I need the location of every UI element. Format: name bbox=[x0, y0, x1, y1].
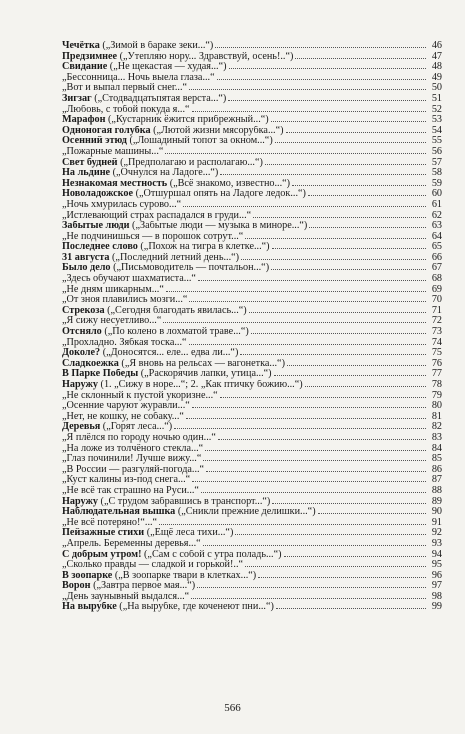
toc-entry-first-line: („Утепляю нору... Здравствуй, осень!..“) bbox=[117, 51, 294, 62]
toc-leader-dots bbox=[163, 315, 426, 323]
toc-entry-page: 64 bbox=[431, 230, 442, 242]
toc-leader-dots bbox=[240, 347, 426, 355]
toc-entry-page: 66 bbox=[431, 251, 442, 263]
toc-entry-page: 51 bbox=[431, 92, 442, 104]
toc-entry-title bbox=[62, 232, 243, 243]
toc-entry-first-line: „Истлевающий страх распадался в груди...“ bbox=[62, 210, 252, 221]
toc-leader-dots bbox=[305, 379, 426, 387]
toc-entry-page: 56 bbox=[431, 145, 442, 157]
toc-entry-bold-title: Марафон bbox=[62, 115, 106, 126]
toc-entry-first-line: „Нет, не кошку, не собаку...“ bbox=[62, 411, 184, 422]
toc-entry-first-line: „Здесь обучают шахматиста...“ bbox=[62, 274, 196, 285]
toc-entry-first-line: („Предполагаю и располагаю...“) bbox=[117, 157, 263, 168]
toc-entry-bold-title: На вырубке bbox=[62, 602, 117, 613]
toc-entry bbox=[62, 496, 442, 507]
toc-entry-page: 79 bbox=[431, 389, 442, 401]
toc-entry-title bbox=[62, 200, 181, 211]
toc-entry-first-line: („Горят леса...“) bbox=[100, 422, 173, 433]
toc-entry-first-line: („Очнулся на Ладоге...“) bbox=[110, 168, 219, 179]
toc-leader-dots bbox=[309, 220, 426, 228]
toc-leader-dots bbox=[192, 400, 426, 408]
toc-entry-page: 50 bbox=[431, 82, 442, 94]
toc-entry bbox=[62, 188, 442, 199]
toc-entry-title bbox=[62, 475, 190, 486]
toc-entry-bold-title: Осенний этюд bbox=[62, 136, 127, 147]
toc-entry-page: 80 bbox=[431, 400, 442, 412]
toc-entry bbox=[62, 125, 442, 136]
toc-leader-dots bbox=[205, 443, 426, 451]
toc-entry bbox=[62, 538, 442, 549]
toc-leader-dots bbox=[249, 305, 426, 313]
toc-entry-title bbox=[62, 338, 187, 349]
toc-leader-dots bbox=[197, 580, 426, 588]
toc-entry bbox=[62, 104, 442, 115]
toc-entry-page: 67 bbox=[431, 262, 442, 274]
toc-entry bbox=[62, 51, 442, 62]
toc-leader-dots bbox=[218, 432, 426, 440]
toc-entry-first-line: („Завтра первое мая...“) bbox=[90, 581, 196, 592]
toc-entry-first-line: („Лошадиный топот за окном...“) bbox=[126, 136, 273, 147]
toc-leader-dots bbox=[275, 135, 426, 143]
toc-leader-dots bbox=[287, 358, 426, 366]
toc-leader-dots bbox=[258, 570, 426, 578]
toc-entry-page: 69 bbox=[431, 283, 442, 295]
toc-entry-first-line: („Я вновь на рельсах — вагонетка...“) bbox=[118, 358, 285, 369]
toc-leader-dots bbox=[274, 368, 426, 376]
toc-entry bbox=[62, 305, 442, 316]
toc-leader-dots bbox=[276, 601, 426, 609]
toc-leader-dots bbox=[189, 82, 426, 90]
toc-entry-page: 91 bbox=[431, 516, 442, 528]
toc-entry-page: 74 bbox=[431, 336, 442, 348]
toc-leader-dots bbox=[272, 241, 426, 249]
toc-entry bbox=[62, 421, 442, 432]
toc-entry-first-line: („Всё знакомо, известно...“) bbox=[167, 178, 291, 189]
toc-entry-first-line: („Стодвадцатьпятая верста...“) bbox=[91, 93, 227, 104]
toc-entry bbox=[62, 146, 442, 157]
toc-entry-page: 92 bbox=[431, 527, 442, 539]
toc-entry-page: 53 bbox=[431, 114, 442, 126]
toc-entry-title bbox=[62, 211, 251, 222]
toc-entry-first-line: („Сникли прежние делишки...“) bbox=[175, 507, 316, 518]
toc-entry-page: 94 bbox=[431, 548, 442, 560]
toc-entry-first-line: („С трудом забравшись в транспорт...“) bbox=[98, 496, 271, 507]
toc-leader-dots bbox=[206, 464, 426, 472]
toc-entry-first-line: („Письмоводитель — почтальон...“) bbox=[110, 263, 270, 274]
toc-leader-dots bbox=[235, 527, 426, 535]
toc-entry-first-line: („Последний летний день...“) bbox=[109, 252, 240, 263]
toc-entry bbox=[62, 294, 442, 305]
toc-entry-bold-title: Доколе? bbox=[62, 348, 101, 359]
toc-entry bbox=[62, 580, 442, 591]
toc-entry bbox=[62, 411, 442, 422]
toc-entry-first-line: („Похож на тигра в клетке...“) bbox=[137, 242, 270, 253]
toc-entry-bold-title: Зигзаг bbox=[62, 93, 92, 104]
toc-entry-page: 75 bbox=[431, 347, 442, 359]
toc-entry-page: 46 bbox=[431, 40, 442, 51]
toc-entry bbox=[62, 326, 442, 337]
toc-leader-dots bbox=[201, 485, 426, 493]
toc-entry-bold-title: Наблюдательная вышка bbox=[62, 507, 176, 518]
toc-entry-page: 82 bbox=[431, 421, 442, 433]
toc-leader-dots bbox=[228, 93, 426, 101]
toc-entry-first-line: („Раскорячив лапки, утица...“) bbox=[138, 369, 272, 380]
toc-entry-title bbox=[62, 147, 163, 158]
toc-entry-bold-title: Чечётка bbox=[62, 41, 100, 51]
toc-entry bbox=[62, 167, 442, 178]
toc-entry-page: 95 bbox=[431, 559, 442, 571]
toc-entry-first-line: (1. „Сижу в норе...“; 2. „Как птичку божию...“) bbox=[98, 380, 303, 390]
toc-entry bbox=[62, 347, 442, 358]
toc-entry-bold-title: Предзимнее bbox=[62, 51, 118, 62]
toc-entry-first-line: „Любовь, с тобой покуда я...“ bbox=[62, 104, 190, 115]
toc-entry-page: 98 bbox=[431, 590, 442, 602]
toc-entry-page: 93 bbox=[431, 537, 442, 549]
toc-entry bbox=[62, 114, 442, 125]
toc-leader-dots bbox=[284, 549, 426, 557]
toc-entry-page: 54 bbox=[431, 124, 442, 136]
table-of-contents bbox=[62, 40, 442, 612]
toc-entry-bold-title: Свидание bbox=[62, 62, 108, 73]
toc-leader-dots bbox=[308, 188, 426, 196]
toc-entry bbox=[62, 559, 442, 570]
toc-entry-page: 96 bbox=[431, 569, 442, 581]
toc-entry-bold-title: С добрым утром! bbox=[62, 549, 142, 560]
toc-entry-bold-title: В Парке Победы bbox=[62, 369, 139, 380]
toc-entry-title bbox=[62, 422, 172, 433]
toc-entry-first-line: „Прохладно. Зябкая тоска...“ bbox=[62, 337, 187, 348]
toc-entry-page: 60 bbox=[431, 188, 442, 200]
toc-leader-dots bbox=[189, 337, 426, 345]
toc-leader-dots bbox=[272, 496, 426, 504]
toc-entry-bold-title: Было дело bbox=[62, 263, 111, 274]
toc-entry bbox=[62, 464, 442, 475]
toc-entry-first-line: „День заунывный выдался...“ bbox=[62, 591, 190, 602]
toc-entry-page: 99 bbox=[431, 601, 442, 613]
toc-leader-dots bbox=[271, 114, 426, 122]
toc-entry bbox=[62, 252, 442, 263]
toc-entry-title bbox=[62, 581, 195, 592]
toc-entry-bold-title: Пейзажные стихи bbox=[62, 528, 145, 539]
toc-entry-title bbox=[62, 105, 190, 116]
toc-entry-page: 48 bbox=[431, 61, 442, 73]
toc-entry-page: 61 bbox=[431, 198, 442, 210]
toc-entry-first-line: „Куст калины из-под снега...“ bbox=[62, 475, 191, 486]
toc-leader-dots bbox=[203, 453, 426, 461]
toc-entry-page: 77 bbox=[431, 368, 442, 380]
toc-entry bbox=[62, 549, 442, 560]
toc-entry-title bbox=[62, 497, 270, 508]
toc-entry-first-line: „Вот и выпал первый снег...“ bbox=[62, 83, 188, 94]
toc-entry-first-line: („По колено в лохматой траве...“) bbox=[101, 327, 249, 338]
toc-entry-first-line: („На вырубке, где коченеют пни...“) bbox=[116, 602, 274, 613]
toc-leader-dots bbox=[292, 178, 426, 186]
toc-leader-dots bbox=[186, 411, 426, 419]
toc-entry bbox=[62, 273, 442, 284]
toc-entry-page: 76 bbox=[431, 357, 442, 369]
toc-entry-first-line: („Сегодня благодать явилась...“) bbox=[104, 305, 247, 316]
toc-entry-page: 78 bbox=[431, 379, 442, 390]
toc-entry-first-line: „Не дням шикарным...“ bbox=[62, 284, 164, 295]
toc-entry-first-line: „Апрель. Беременны деревья...“ bbox=[62, 538, 201, 549]
toc-leader-dots bbox=[191, 591, 426, 599]
toc-entry bbox=[62, 199, 442, 210]
toc-entry bbox=[62, 443, 442, 454]
toc-entry-first-line: „Бессонница... Ночь выела глаза...“ bbox=[62, 72, 215, 83]
toc-entry-first-line: „Осенние чаруют журавли...“ bbox=[62, 401, 190, 412]
toc-entry-bold-title: Наружу bbox=[62, 380, 98, 390]
toc-entry bbox=[62, 72, 442, 83]
toc-leader-dots bbox=[318, 506, 426, 514]
toc-leader-dots bbox=[220, 390, 426, 398]
toc-entry-page: 65 bbox=[431, 241, 442, 253]
toc-entry bbox=[62, 93, 442, 104]
toc-entry-bold-title: Деревья bbox=[62, 422, 101, 433]
toc-entry bbox=[62, 178, 442, 189]
toc-entry bbox=[62, 82, 442, 93]
toc-leader-dots bbox=[165, 146, 426, 154]
toc-leader-dots bbox=[265, 157, 426, 165]
toc-entry-page: 49 bbox=[431, 71, 442, 83]
toc-entry-title bbox=[62, 401, 190, 412]
toc-entry-first-line: „Я плёлся по городу ночью один...“ bbox=[62, 432, 216, 443]
toc-entry-title bbox=[62, 316, 161, 327]
toc-entry bbox=[62, 390, 442, 401]
toc-entry-title bbox=[62, 602, 274, 613]
toc-entry bbox=[62, 157, 442, 168]
toc-entry-bold-title: Одноногая голубка bbox=[62, 125, 151, 136]
toc-entry-first-line: „Ночь хмурилась сурово...“ bbox=[62, 199, 182, 210]
toc-entry bbox=[62, 135, 442, 146]
page-number: 566 bbox=[224, 702, 241, 714]
toc-entry bbox=[62, 506, 442, 517]
toc-entry-first-line: („Забытые люди — музыка в миноре...“) bbox=[129, 221, 308, 232]
toc-entry-first-line: „Я сижу несуетливо...“ bbox=[62, 316, 162, 327]
toc-entry-first-line: „Не всё потеряно!“...“ bbox=[62, 517, 158, 528]
toc-entry bbox=[62, 262, 442, 273]
toc-entry bbox=[62, 432, 442, 443]
toc-entry-first-line: „На ложе из толчёного стекла...“ bbox=[62, 443, 204, 454]
toc-entry bbox=[62, 527, 442, 538]
toc-entry bbox=[62, 61, 442, 72]
toc-entry-first-line: („Не щекастая — худая...“) bbox=[107, 62, 227, 73]
toc-entry-page: 81 bbox=[431, 410, 442, 422]
toc-entry-page: 63 bbox=[431, 220, 442, 232]
toc-entry-page: 72 bbox=[431, 315, 442, 327]
toc-entry-first-line: „Не всё так страшно на Руси...“ bbox=[62, 485, 199, 496]
toc-entry-bold-title: Свет будней bbox=[62, 157, 118, 168]
toc-entry-page: 73 bbox=[431, 326, 442, 338]
toc-entry-page: 70 bbox=[431, 294, 442, 306]
toc-entry-title bbox=[62, 285, 164, 296]
toc-leader-dots bbox=[174, 421, 426, 429]
toc-entry bbox=[62, 601, 442, 612]
toc-entry-bold-title: На льдине bbox=[62, 168, 111, 179]
toc-entry bbox=[62, 284, 442, 295]
toc-entry-bold-title: 31 августа bbox=[62, 252, 110, 263]
toc-entry-first-line: („Кустарник ёжится прибрежный...“) bbox=[105, 115, 269, 126]
toc-entry-page: 84 bbox=[431, 442, 442, 454]
toc-entry bbox=[62, 453, 442, 464]
toc-entry-bold-title: Стрекоза bbox=[62, 305, 105, 316]
toc-entry-bold-title: Забытые люди bbox=[62, 221, 130, 232]
toc-entry-first-line: „Глаз починили! Лучше вижу...“ bbox=[62, 454, 202, 465]
toc-entry-page: 85 bbox=[431, 453, 442, 465]
toc-entry bbox=[62, 474, 442, 485]
toc-entry-page: 52 bbox=[431, 103, 442, 115]
toc-entry-page: 90 bbox=[431, 506, 442, 518]
toc-entry bbox=[62, 231, 442, 242]
toc-entry-page: 89 bbox=[431, 495, 442, 507]
toc-entry-title bbox=[62, 253, 239, 264]
toc-entry-page: 83 bbox=[431, 431, 442, 443]
toc-leader-dots bbox=[295, 51, 426, 59]
toc-entry-page: 59 bbox=[431, 177, 442, 189]
toc-leader-dots bbox=[215, 40, 426, 48]
toc-entry-first-line: („Отшуршал опять на Ладоге ледок...“) bbox=[133, 189, 306, 200]
toc-entry-title bbox=[62, 115, 269, 126]
toc-leader-dots bbox=[241, 252, 426, 260]
toc-entry-first-line: („Зимой в бараке зеки...“) bbox=[99, 41, 214, 51]
toc-entry-title bbox=[62, 369, 272, 380]
toc-leader-dots bbox=[251, 326, 426, 334]
toc-entry-title bbox=[62, 348, 238, 359]
toc-entry-title bbox=[62, 179, 290, 190]
toc-entry-title bbox=[62, 295, 187, 306]
toc-entry-page: 58 bbox=[431, 167, 442, 179]
toc-entry-bold-title: Ворон bbox=[62, 581, 91, 592]
toc-entry-title bbox=[62, 454, 201, 465]
toc-entry bbox=[62, 400, 442, 411]
toc-entry-page: 68 bbox=[431, 273, 442, 285]
toc-entry-title bbox=[62, 412, 184, 423]
toc-entry-page: 62 bbox=[431, 209, 442, 221]
toc-entry-first-line: „В России — разгуляй-погода...“ bbox=[62, 464, 205, 475]
toc-entry bbox=[62, 210, 442, 221]
toc-entry-bold-title: Новоладожское bbox=[62, 189, 134, 200]
toc-leader-dots bbox=[229, 61, 426, 69]
toc-entry-page: 71 bbox=[431, 304, 442, 316]
toc-entry bbox=[62, 40, 442, 51]
toc-leader-dots bbox=[203, 538, 426, 546]
toc-leader-dots bbox=[286, 125, 426, 133]
toc-entry-first-line: „Сколько правды — сладкой и горькой!..“ bbox=[62, 560, 244, 571]
toc-entry-title bbox=[62, 83, 187, 94]
toc-entry-title bbox=[62, 433, 216, 444]
toc-entry-page: 55 bbox=[431, 135, 442, 147]
toc-entry bbox=[62, 358, 442, 369]
toc-entry bbox=[62, 517, 442, 528]
toc-entry-first-line: „Не склонный к пустой укоризне...“ bbox=[62, 390, 218, 401]
toc-leader-dots bbox=[253, 210, 426, 218]
toc-entry-first-line: „Не подчинишься — в порошок сотрут...“ bbox=[62, 231, 244, 242]
toc-entry bbox=[62, 337, 442, 348]
toc-entry-title bbox=[62, 168, 218, 179]
toc-entry-title bbox=[62, 465, 204, 476]
toc-leader-dots bbox=[220, 167, 426, 175]
toc-leader-dots bbox=[189, 294, 426, 302]
toc-entry bbox=[62, 570, 442, 581]
toc-leader-dots bbox=[271, 262, 426, 270]
toc-entry-page: 86 bbox=[431, 463, 442, 475]
toc-entry-title bbox=[62, 518, 157, 529]
toc-entry-page: 88 bbox=[431, 484, 442, 496]
toc-entry-page: 47 bbox=[431, 50, 442, 62]
toc-entry-title bbox=[62, 539, 201, 550]
toc-leader-dots bbox=[217, 72, 426, 80]
toc-entry-title bbox=[62, 126, 284, 137]
toc-leader-dots bbox=[245, 559, 426, 567]
toc-entry-bold-title: В зоопарке bbox=[62, 570, 113, 581]
toc-entry-first-line: („В зоопарке твари в клетках...“) bbox=[112, 570, 257, 581]
toc-entry-title bbox=[62, 41, 213, 52]
toc-entry-title bbox=[62, 444, 203, 455]
toc-entry bbox=[62, 241, 442, 252]
toc-leader-dots bbox=[166, 284, 426, 292]
toc-leader-dots bbox=[192, 474, 426, 482]
toc-entry-title bbox=[62, 62, 227, 73]
toc-leader-dots bbox=[159, 517, 426, 525]
toc-entry-page: 57 bbox=[431, 156, 442, 168]
toc-entry-bold-title: Сладкоежка bbox=[62, 358, 119, 369]
toc-entry-title bbox=[62, 359, 285, 370]
toc-leader-dots bbox=[183, 199, 426, 207]
toc-entry-bold-title: Наружу bbox=[62, 496, 98, 507]
toc-entry bbox=[62, 220, 442, 231]
toc-entry-first-line: („Доносятся... еле... едва ли...“) bbox=[100, 348, 239, 359]
toc-entry-page: 97 bbox=[431, 580, 442, 592]
toc-leader-dots bbox=[245, 231, 426, 239]
toc-entry bbox=[62, 315, 442, 326]
toc-entry-page: 87 bbox=[431, 474, 442, 486]
toc-entry bbox=[62, 368, 442, 379]
toc-entry-first-line: („Ещё леса тихи...“) bbox=[144, 528, 234, 539]
toc-leader-dots bbox=[198, 273, 426, 281]
toc-leader-dots bbox=[192, 104, 426, 112]
toc-entry-first-line: („Лютой жизни мясорубка...“) bbox=[150, 125, 284, 136]
toc-entry bbox=[62, 485, 442, 496]
toc-entry-bold-title: Последнее слово bbox=[62, 242, 138, 253]
toc-entry-title bbox=[62, 560, 243, 571]
toc-entry-first-line: („Сам с собой с утра поладь...“) bbox=[141, 549, 282, 560]
toc-entry-bold-title: Отсняло bbox=[62, 327, 102, 338]
toc-entry-bold-title: Незнакомая местность bbox=[62, 178, 168, 189]
toc-entry-title bbox=[62, 242, 270, 253]
toc-entry-first-line: „Пожарные машины...“ bbox=[62, 146, 164, 157]
toc-entry-title bbox=[62, 592, 189, 603]
toc-entry bbox=[62, 379, 442, 390]
toc-entry-title bbox=[62, 486, 199, 497]
toc-entry bbox=[62, 591, 442, 602]
toc-entry-first-line: „От зноя плавились мозги...“ bbox=[62, 295, 188, 306]
